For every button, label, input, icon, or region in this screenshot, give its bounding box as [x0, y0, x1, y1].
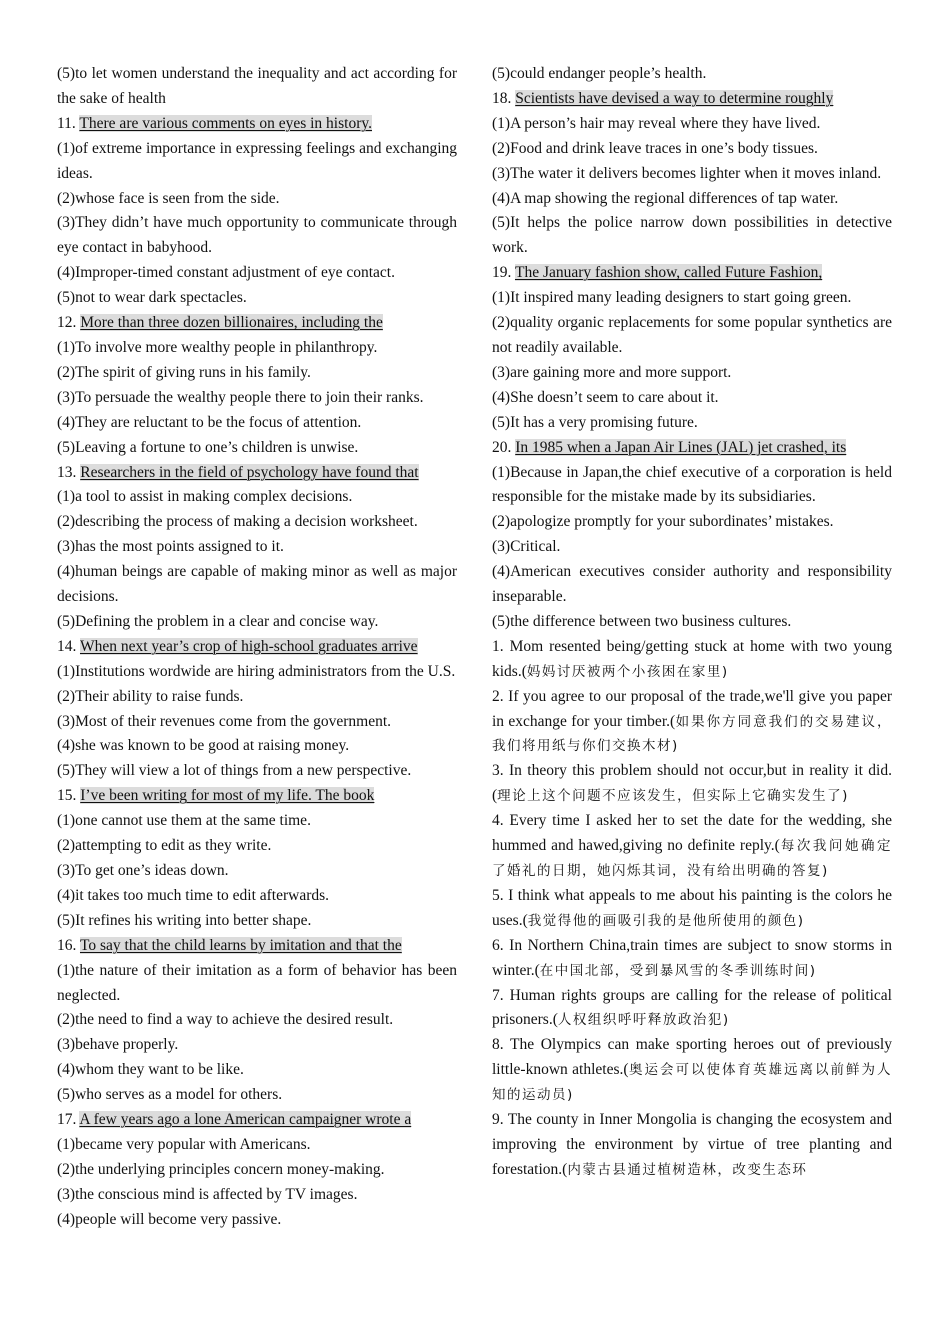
answer-option: (4)it takes too much time to edit afterwards.: [57, 886, 330, 904]
answer-option: (1)It inspired many leading designers to start going green.: [492, 289, 852, 307]
answer-option: (3)To get one’s ideas down.: [57, 862, 229, 879]
translation-chinese: 如果你方同意我们的交易建议，我们将用纸与你们交换木材): [492, 713, 893, 755]
answer-option: (5)It helps the police narrow down possibilities in detective work.: [492, 214, 892, 257]
question-header: [57, 784, 457, 809]
answer-option: (2)Food and drink leave traces in one’s body tissues.: [492, 139, 818, 157]
question-header: [57, 461, 457, 486]
translation-item: [492, 1033, 892, 1108]
answer-option: (5)not to wear dark spectacles.: [57, 289, 247, 307]
answer-option: (2)apologize promptly for your subordinates’ mistakes.: [492, 513, 834, 531]
question-header: [492, 436, 892, 461]
translation-number: 2.: [492, 687, 504, 705]
translation-chinese: 妈妈讨厌被两个小孩困在家里): [526, 663, 729, 680]
translation-number: 4.: [492, 812, 504, 830]
answer-option: (2)the need to find a way to achieve the desired result.: [57, 1011, 394, 1029]
answer-option: (5)Defining the problem in a clear and concise way.: [57, 612, 379, 630]
question-header: [492, 261, 892, 286]
answer-option: (3)has the most points assigned to it.: [57, 538, 284, 556]
question-header: [57, 1108, 457, 1133]
answer-option: (5)to let women understand the inequality and act according for the sake of health: [57, 65, 457, 107]
question-prompt: In 1985 when a Japan Air Lines (JAL) jet crashed, its: [515, 438, 847, 456]
question-header: [57, 934, 457, 959]
translation-chinese: 内蒙古县通过植树造林，改变生态环: [567, 1161, 808, 1178]
answer-option: (5)who serves as a model for others.: [57, 1086, 283, 1104]
translation-english: I think what appeals to me about his painting is the colors he uses.(: [492, 886, 892, 929]
answer-option: (3)Most of their revenues come from the government.: [57, 712, 392, 730]
answer-option: (3)the conscious mind is affected by TV images.: [57, 1185, 358, 1203]
translation-item: [492, 685, 892, 760]
answer-option: (2)Their ability to raise funds.: [57, 687, 244, 705]
question-header: [57, 311, 457, 336]
translation-chinese: 在中国北部，受到暴风雪的冬季训练时间): [539, 962, 817, 979]
answer-option: (5)It has a very promising future.: [492, 413, 698, 431]
question-number: 13.: [57, 463, 77, 481]
answer-option: (2)describing the process of making a decision worksheet.: [57, 513, 418, 531]
answer-option: (5)It refines his writing into better shape.: [57, 911, 312, 929]
question-prompt: A few years ago a lone American campaigner wrote a: [79, 1111, 412, 1129]
left-column: [57, 62, 457, 1233]
answer-option: (1)became very popular with Americans.: [57, 1135, 311, 1153]
answer-option: (2)the underlying principles concern money-making.: [57, 1160, 385, 1178]
answer-option: (4)she was known to be good at raising money.: [57, 737, 350, 755]
question-prompt: Scientists have devised a way to determine roughly: [515, 89, 834, 107]
answer-option: (1)Institutions wordwide are hiring administrators from the U.S.: [57, 662, 456, 680]
question-number: 20.: [492, 438, 512, 456]
translation-english: In Northern China,train times are subject to snow storms in winter.(: [492, 936, 892, 979]
translation-english: The county in Inner Mongolia is changing the ecosystem and improving the environment by virtue of tree planting and forestation.(: [492, 1111, 892, 1178]
translation-number: 3.: [492, 762, 504, 780]
question-number: 19.: [492, 264, 512, 282]
translation-english: Mom resented being/getting stuck at home with two young kids.(: [492, 637, 892, 680]
translation-number: 8.: [492, 1036, 504, 1054]
question-header: [57, 635, 457, 660]
translation-english: The Olympics can make sporting heroes out of previously little-known athletes.(: [492, 1036, 892, 1079]
answer-option: (4)whom they want to be like.: [57, 1061, 244, 1079]
answer-option: (1)To involve more wealthy people in philanthropy.: [57, 338, 378, 356]
question-header: [492, 87, 892, 112]
right-column: [492, 62, 892, 1183]
translation-item: [492, 809, 892, 884]
translation-number: 6.: [492, 936, 504, 954]
translation-chinese: 人权组织呼吁释放政治犯): [557, 1012, 730, 1029]
translation-chinese: 每次我问她确定了婚礼的日期，她闪烁其词，没有给出明确的答复): [492, 838, 893, 879]
answer-option: (4)American executives consider authority and responsibility inseparable.: [492, 563, 892, 606]
question-prompt: The January fashion show, called Future Fashion,: [514, 264, 823, 282]
answer-option: (3)They didn’t have much opportunity to communicate through eye contact in babyhood.: [57, 214, 457, 257]
question-number: 18.: [492, 89, 512, 107]
translation-item: [492, 759, 892, 809]
question-prompt: To say that the child learns by imitation and that the: [79, 936, 402, 954]
question-number: 16.: [57, 936, 77, 954]
question-prompt: I’ve been writing for most of my life. The book: [80, 787, 375, 805]
question-number: 12.: [57, 314, 77, 332]
answer-option: (1)of extreme importance in expressing feelings and exchanging ideas.: [57, 139, 457, 182]
answer-option: (3)behave properly.: [57, 1036, 179, 1054]
answer-option: (5)could endanger people’s health.: [492, 65, 707, 82]
translation-chinese: 我觉得他的画吸引我的是他所使用的颜色): [527, 912, 805, 929]
answer-option: (1)a tool to assist in making complex decisions.: [57, 488, 353, 506]
answer-option: (4)A map showing the regional differences of tap water.: [492, 189, 839, 207]
answer-option: (4)She doesn’t seem to care about it.: [492, 388, 719, 406]
answer-option: (4)human beings are capable of making minor as well as major decisions.: [57, 563, 457, 606]
question-number: 11.: [57, 114, 76, 132]
answer-option: (1)the nature of their imitation as a form of behavior has been neglected.: [57, 961, 457, 1004]
translation-item: [492, 1108, 892, 1183]
answer-option: (5)They will view a lot of things from a new perspective.: [57, 762, 412, 780]
question-number: 17.: [57, 1111, 77, 1129]
answer-option: (3)The water it delivers becomes lighter when it moves inland.: [492, 164, 882, 182]
answer-option: (3)To persuade the wealthy people there to join their ranks.: [57, 388, 424, 406]
translation-english: Every time I asked her to set the date for the wedding, she hummed and hawed,giving no definite reply.(: [492, 812, 892, 855]
question-prompt: Researchers in the field of psychology have found that: [80, 463, 419, 481]
question-prompt: More than three dozen billionaires, including the: [80, 314, 383, 332]
answer-option: (1)A person’s hair may reveal where they have lived.: [492, 114, 821, 132]
translation-item: [492, 884, 892, 934]
translation-chinese: 奥运会可以使体育英雄远离以前鲜为人知的运动员): [492, 1062, 893, 1104]
answer-option: (2)attempting to edit as they write.: [57, 837, 272, 855]
answer-option: (2)The spirit of giving runs in his family.: [57, 363, 311, 381]
answer-option: (5)the difference between two business cultures.: [492, 612, 792, 630]
translation-number: 5.: [492, 886, 504, 904]
translation-item: [492, 934, 892, 984]
answer-option: (3)Critical.: [492, 538, 561, 556]
translation-english: Human rights groups are calling for the release of political prisoners.(: [492, 986, 892, 1029]
answer-option: (5)Leaving a fortune to one’s children is unwise.: [57, 438, 359, 456]
question-prompt: When next year’s crop of high-school graduates arrive: [79, 637, 418, 655]
question-header: [57, 112, 457, 137]
question-number: 15.: [57, 787, 77, 805]
translation-english: If you agree to our proposal of the trade,we'll give you paper in exchange for your timber.(: [492, 687, 892, 730]
translation-number: 9.: [492, 1111, 504, 1129]
question-prompt: There are various comments on eyes in history.: [79, 114, 372, 132]
translation-number: 7.: [492, 986, 504, 1004]
answer-option: (1)Because in Japan,the chief executive of a corporation is held responsible for the mistake made by its subsidiaries.: [492, 463, 892, 506]
translation-english: In theory this problem should not occur,but in reality it did.(: [492, 762, 892, 805]
answer-option: (4)They are reluctant to be the focus of attention.: [57, 413, 362, 431]
translation-item: [492, 984, 892, 1034]
answer-option: (3)are gaining more and more support.: [492, 363, 732, 381]
translation-item: [492, 635, 892, 685]
answer-option: (1)one cannot use them at the same time.: [57, 812, 311, 830]
translation-chinese: 理论上这个问题不应该发生，但实际上它确实发生了): [497, 788, 849, 805]
answer-option: (4)Improper-timed constant adjustment of eye contact.: [57, 264, 395, 282]
answer-option: (2)whose face is seen from the side.: [57, 189, 280, 207]
answer-option: (2)quality organic replacements for some popular synthetics are not readily available.: [492, 314, 892, 356]
translation-number: 1.: [492, 637, 504, 655]
answer-option: (4)people will become very passive.: [57, 1210, 282, 1228]
question-number: 14.: [57, 637, 77, 655]
